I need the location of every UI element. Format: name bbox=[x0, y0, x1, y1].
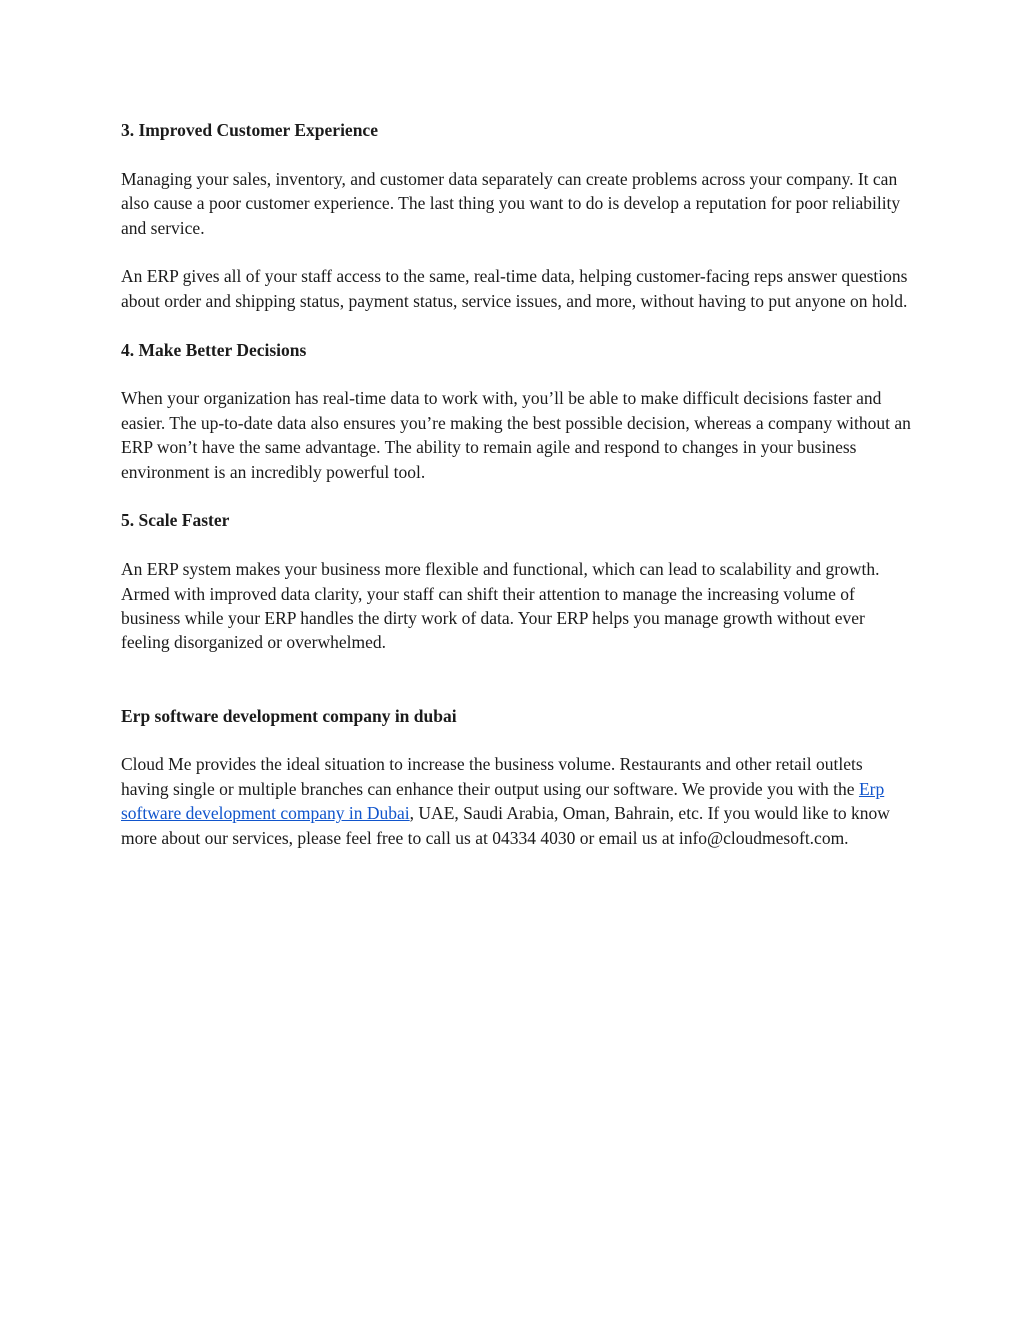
document-page bbox=[121, 118, 911, 850]
closing-text-before-link: Cloud Me provides the ideal situation to increase the business volume. Restaurants and other retail outlets having single or multiple branches can enhance their output using our software. We provide you with the bbox=[121, 754, 863, 799]
closing-heading: Erp software development company in dubai bbox=[121, 705, 457, 726]
closing-text-after-link: , UAE, Saudi Arabia, Oman, Bahrain, etc. If you would like to know more about our services, please feel free to call us at 04334 4030 or email us at info@cloudmesoft.com. bbox=[121, 803, 890, 848]
erp-company-dubai-link[interactable]: Erp software development company in Dubai bbox=[121, 778, 885, 824]
paragraph: An ERP gives all of your staff access to the same, real-time data, helping customer-facing reps answer questions about order and shipping status, payment status, service issues, and more, without having to put anyone on hold. bbox=[121, 266, 908, 311]
paragraph: An ERP system makes your business more flexible and functional, which can lead to scalability and growth. Armed with improved data clarity, your staff can shift their attention to manage the increasing volume of business while your ERP handles the dirty work of data. Your ERP helps you manage growth without ever feeling disorganized or overwhelmed. bbox=[121, 559, 880, 653]
paragraph: When your organization has real-time data to work with, you’ll be able to make difficult decisions faster and easier. The up-to-date data also ensures you’re making the best possible decision, whereas a company without an ERP won’t have the same advantage. The ability to remain agile and respond to changes in your business environment is an incredibly powerful tool. bbox=[121, 388, 911, 482]
section-heading-scale-faster: 5. Scale Faster bbox=[121, 510, 230, 531]
paragraph: Managing your sales, inventory, and customer data separately can create problems across your company. It can also cause a poor customer experience. The last thing you want to do is develop a reputation for poor reliability and service. bbox=[121, 168, 901, 238]
section-heading-better-decisions: 4. Make Better Decisions bbox=[121, 339, 307, 360]
section-heading-customer-experience: 3. Improved Customer Experience bbox=[121, 120, 378, 140]
closing-paragraph bbox=[121, 752, 911, 850]
